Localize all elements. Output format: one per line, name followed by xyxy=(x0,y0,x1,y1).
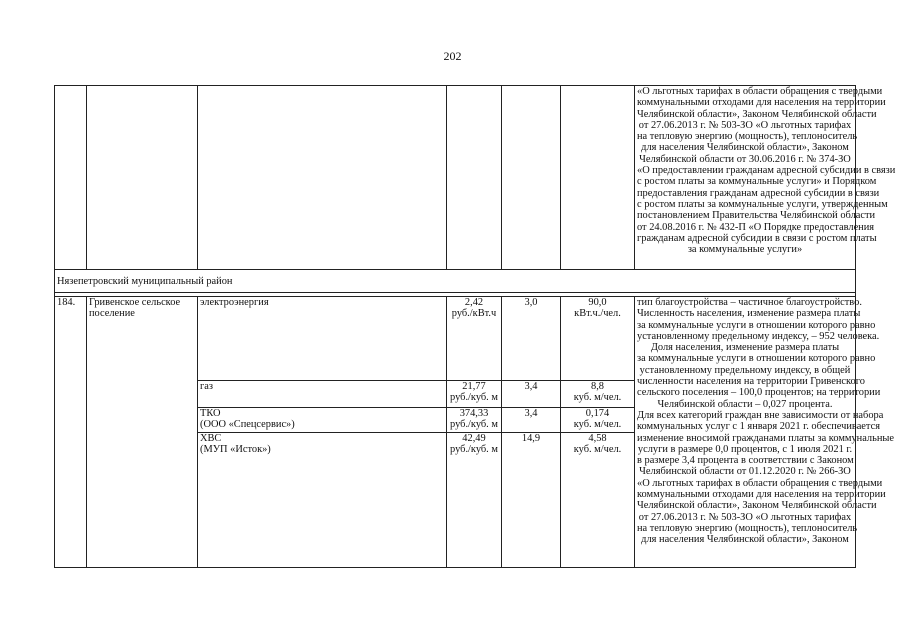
tariff-table xyxy=(54,85,896,568)
text-line: на тепловую энергию (мощность), теплоноситель xyxy=(637,522,858,534)
text-line: Челябинской области – 0,027 процента. xyxy=(657,398,833,410)
text-line: на тепловую энергию (мощность), теплоноситель xyxy=(637,131,858,143)
tariff-unit: руб./куб. м xyxy=(450,444,498,456)
service-norm xyxy=(561,381,635,408)
text-line: за коммунальные услуги» xyxy=(687,244,803,256)
cell-empty xyxy=(55,86,87,270)
norm-value: 0,174 xyxy=(585,408,610,419)
section-title: Нязепетровский муниципальный район xyxy=(55,270,856,293)
tariff-value: 2,42 xyxy=(464,297,484,308)
text-line: установленному предельному индексу, в общей xyxy=(639,364,851,376)
service-norm xyxy=(561,408,635,433)
norm-unit: кВт.ч./чел. xyxy=(574,308,621,320)
service-provider: (ООО «Спецсервис») xyxy=(200,419,295,431)
text-line: Численность населения, изменение размера платы xyxy=(637,308,861,320)
page-number: 202 xyxy=(443,49,462,63)
service-label: ТКО xyxy=(200,408,221,419)
tariff-unit: руб./куб. м xyxy=(450,419,498,431)
service-label: ХВС xyxy=(200,433,222,444)
text-line: с ростом платы за коммунальные услуги, утвержденным xyxy=(637,198,888,210)
text-line: для населения Челябинской области», Законом xyxy=(641,534,849,546)
service-name xyxy=(198,433,447,568)
service-norm xyxy=(561,297,635,381)
text-line: от 27.06.2013 г. № 503-ЗО «О льготных тарифах xyxy=(638,119,852,131)
cell-empty xyxy=(502,86,561,270)
entry-row xyxy=(55,297,856,381)
cell-empty xyxy=(87,86,198,270)
text-line: за коммунальные услуги в отношении которого равно xyxy=(637,319,876,331)
service-tariff xyxy=(447,433,502,568)
tariff-unit: руб./куб. м xyxy=(450,392,498,404)
text-line: постановлением Правительства Челябинской области xyxy=(637,210,876,222)
section-row xyxy=(55,270,856,293)
service-growth: 3,4 xyxy=(502,381,561,408)
service-growth: 14,9 xyxy=(502,433,561,568)
text-line: Челябинской области», Законом Челябинской области xyxy=(637,108,877,120)
text-line: Доля населения, изменение размера платы xyxy=(650,342,840,354)
text-line: услуги в размере 0,0 процентов, с 1 июля 2021 г. xyxy=(637,443,853,455)
entry-description xyxy=(635,297,895,568)
text-line: «О льготных тарифах в области обращения с твердыми xyxy=(637,477,883,489)
service-growth: 3,0 xyxy=(502,297,561,381)
tariff-unit: руб./кВт.ч xyxy=(451,308,497,320)
text-line: с ростом платы за коммунальные услуги» и Порядком xyxy=(637,176,877,188)
text-line: Челябинской области от 30.06.2016 г. № 374-ЗО xyxy=(639,153,851,165)
service-label: электроэнергия xyxy=(200,297,269,308)
norm-unit: куб. м/чел. xyxy=(573,419,622,431)
service-growth: 3,4 xyxy=(502,408,561,433)
text-line: гражданам адресной субсидии в связи с ростом платы xyxy=(637,232,877,244)
norm-value: 4,58 xyxy=(588,433,607,444)
text-line: коммунальными отходами для населения на территории xyxy=(637,489,886,501)
norm-unit: куб. м/чел. xyxy=(573,392,622,404)
text-line: для населения Челябинской области», Законом xyxy=(641,142,849,154)
service-provider: (МУП «Исток») xyxy=(200,444,271,456)
text-line: сельского поселения – 100,0 процентов; на территории xyxy=(637,387,881,399)
text-line: Челябинской области от 01.12.2020 г. № 266-ЗО xyxy=(639,466,851,478)
text-line: «О предоставлении гражданам адресной субсидии в связи xyxy=(637,165,896,177)
service-name xyxy=(198,297,447,381)
service-tariff xyxy=(447,381,502,408)
text-line: тип благоустройства – частичное благоустройство. xyxy=(637,297,862,308)
text-line: коммунальными отходами для населения на территории xyxy=(637,97,886,109)
cell-empty xyxy=(447,86,502,270)
continuation-description xyxy=(635,86,896,270)
text-line: изменение вносимой гражданами платы за коммунальные xyxy=(637,432,895,444)
service-label: газ xyxy=(200,381,213,392)
norm-value: 90,0 xyxy=(588,297,607,308)
service-tariff xyxy=(447,408,502,433)
text-line: предоставления гражданам адресной субсидии в связи xyxy=(637,187,880,199)
cell-empty xyxy=(198,86,447,270)
continuation-row xyxy=(55,86,856,270)
text-line: «О льготных тарифах в области обращения с твердыми xyxy=(637,86,883,97)
text-line: в размере 3,4 процента в соответствии с Законом xyxy=(637,455,854,467)
norm-value: 8,8 xyxy=(591,381,604,392)
cell-empty xyxy=(561,86,635,270)
text-line: численности населения на территории Гривенского xyxy=(637,376,865,388)
service-name xyxy=(198,381,447,408)
text-line: коммунальных услуг с 1 января 2021 г. обеспечивается xyxy=(637,421,880,433)
entry-number: 184. xyxy=(55,297,87,568)
text-line: Челябинской области», Законом Челябинской области xyxy=(637,500,877,512)
entry-settlement: Гривенское сельское поселение xyxy=(87,297,198,568)
norm-unit: куб. м/чел. xyxy=(573,444,622,456)
tariff-value: 42,49 xyxy=(462,433,486,444)
tariff-value: 21,77 xyxy=(462,381,486,392)
text-line: от 27.06.2013 г. № 503-ЗО «О льготных тарифах xyxy=(638,511,852,523)
text-line: установленному предельному индексу, – 952 человека. xyxy=(637,330,880,342)
tariff-value: 374,33 xyxy=(459,408,489,419)
service-norm xyxy=(561,433,635,568)
service-tariff xyxy=(447,297,502,381)
text-line: Для всех категорий граждан вне зависимости от набора xyxy=(637,409,884,421)
text-line: за коммунальные услуги в отношении которого равно xyxy=(637,353,876,365)
service-name xyxy=(198,408,447,433)
text-line: от 24.08.2016 г. № 432-П «О Порядке предоставления xyxy=(637,221,875,233)
